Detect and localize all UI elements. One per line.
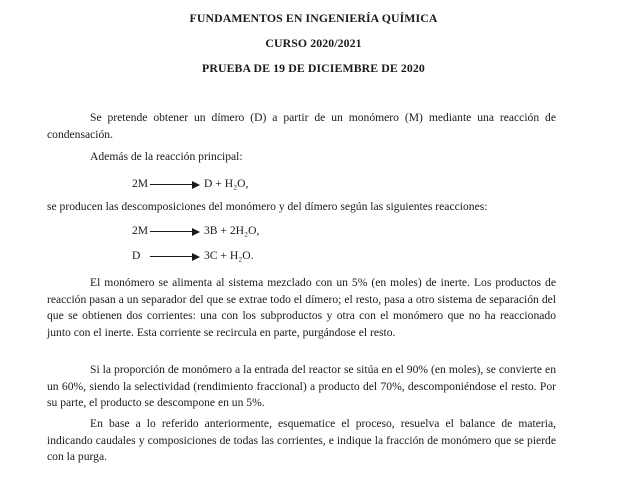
reaction-arrow-icon <box>150 226 200 236</box>
conditions-paragraph: Si la proporción de monómero a la entrada del reactor se sitúa en el 90% (en moles), se convierte en un 60%, siendo la selectividad (rendimiento fraccional) a producto del 70%, descomponiéndose el resto. Por su parte, el producto se descompone en un 5%. <box>47 363 556 410</box>
task-paragraph: En base a lo referido anteriormente, esquematice el proceso, resuelva el balance de materia, indicando caudales y composiciones de todas las corrientes, e indique la fracción de monómero que se pierde con la purga. <box>47 417 556 464</box>
reaction-3-reactant: D <box>132 249 141 262</box>
reaction-arrow-icon <box>150 251 200 261</box>
reaction-2-products: 3B + 2H₂O, <box>204 224 260 237</box>
exam-date-title: PRUEBA DE 19 DE DICIEMBRE DE 2020 <box>202 61 425 75</box>
decomposition-intro: se producen las descomposiciones del monómero y del dímero según las siguientes reacciones: <box>47 200 488 213</box>
reaction-3-products: 3C + H₂O. <box>204 249 254 262</box>
course-title: FUNDAMENTOS EN INGENIERÍA QUÍMICA <box>189 11 438 25</box>
reaction-2-reactant: 2M <box>132 224 149 237</box>
process-description-paragraph: El monómero se alimenta al sistema mezclado con un 5% (en moles) de inerte. Los productos de reacción pasan a un separador del que se extrae todo el dímero; el resto, pasa a otro sistema de separación del que se obtienen dos corrientes: una con los subproductos y otra con el monómero que no ha reaccionado junto con el inerte. Esta corriente se recircula en parte, purgándose el resto. <box>47 276 556 339</box>
reaction-main-reactant: 2M <box>132 177 149 190</box>
reaction-arrow-icon <box>150 179 200 189</box>
main-reaction-intro: Además de la reacción principal: <box>90 150 243 163</box>
course-year: CURSO 2020/2021 <box>265 36 362 50</box>
intro-paragraph: Se pretende obtener un dímero (D) a partir de un monómero (M) mediante una reacción de condensación. <box>47 111 556 141</box>
reaction-main-products: D + H₂O, <box>204 177 249 190</box>
